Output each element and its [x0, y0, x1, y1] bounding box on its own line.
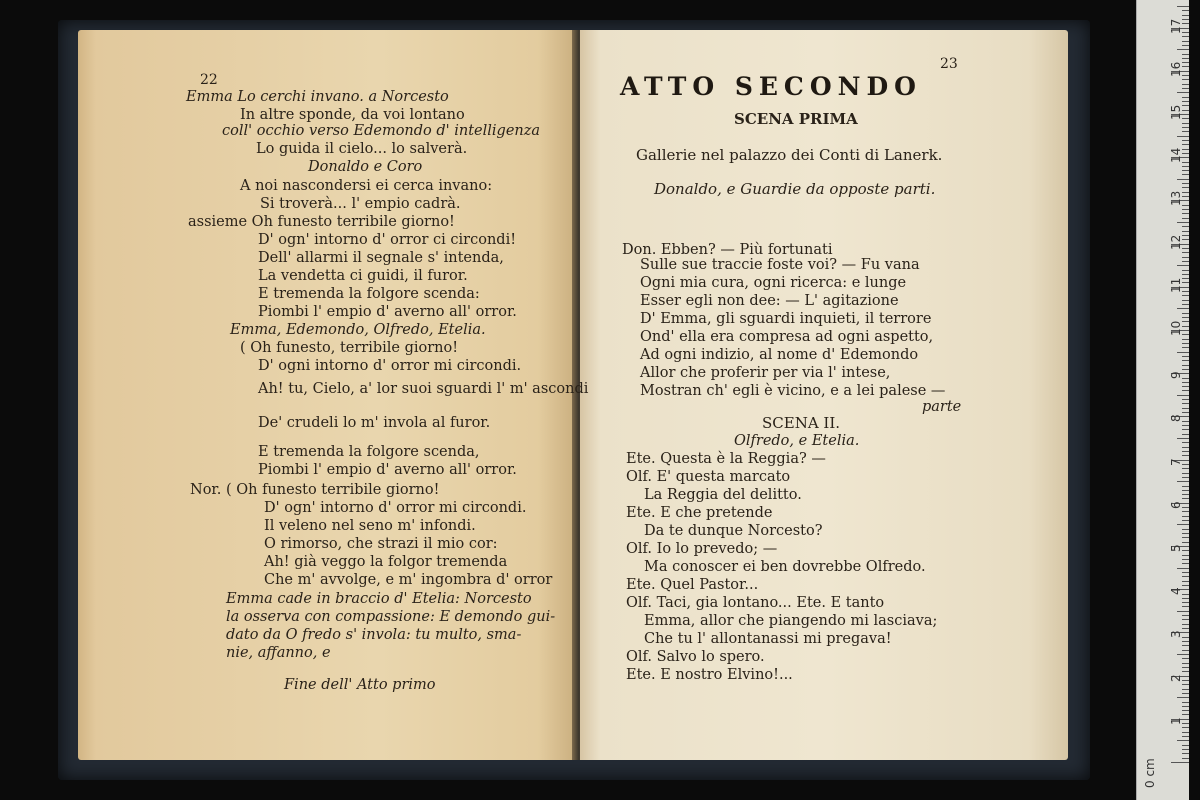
ruler-tick — [1182, 667, 1189, 668]
ruler-tick — [1182, 412, 1189, 413]
text-line: In altre sponde, da voi lontano — [240, 107, 465, 123]
ruler-tick — [1182, 213, 1189, 214]
ruler-tick — [1177, 395, 1189, 396]
act-title: ATTO SECONDO — [620, 72, 922, 101]
ruler-tick — [1182, 209, 1189, 210]
ruler-tick — [1182, 205, 1189, 206]
text-line: la osserva con compassione: E demondo gui- — [226, 609, 556, 625]
ruler-tick — [1182, 105, 1189, 106]
text-line: La vendetta ci guidi, il furor. — [258, 268, 468, 284]
ruler-number: 9 — [1169, 371, 1183, 380]
ruler-tick — [1182, 390, 1189, 391]
ruler-number: 8 — [1169, 414, 1183, 423]
ruler-tick — [1182, 84, 1189, 85]
ruler-tick — [1182, 645, 1189, 646]
ruler-tick — [1182, 637, 1189, 638]
text-line: D' Emma, gli sguardi inquieti, il terrore — [640, 311, 932, 327]
text-line: Emma, Edemondo, Olfredo, Etelia. — [230, 322, 486, 338]
ruler-tick — [1182, 369, 1189, 370]
left-page-number: 22 — [200, 72, 218, 88]
ruler-tick — [1182, 313, 1189, 314]
ruler-number: 14 — [1169, 147, 1183, 164]
ruler-tick — [1182, 54, 1189, 55]
text-line: Ad ogni indizio, al nome d' Edemondo — [640, 347, 919, 363]
text-line: La Reggia del delitto. — [644, 487, 802, 503]
ruler-tick — [1177, 654, 1189, 655]
text-line: parte — [922, 399, 962, 415]
ruler-tick — [1182, 581, 1189, 582]
text-line: Nor. ( Oh funesto terribile giorno! — [190, 482, 440, 498]
text-line: Si troverà... l' empio cadrà. — [260, 196, 461, 212]
ruler-tick — [1182, 468, 1189, 469]
ruler-tick — [1182, 32, 1189, 33]
ruler-tick — [1182, 598, 1189, 599]
ruler-tick — [1182, 714, 1189, 715]
ruler-number: 11 — [1169, 277, 1183, 293]
ruler-tick — [1182, 347, 1189, 348]
text-line: Mostran ch' egli è vicino, e a lei palese — — [640, 383, 946, 399]
ruler-tick — [1182, 192, 1189, 193]
ruler-tick — [1182, 650, 1189, 651]
ruler-tick — [1182, 382, 1189, 383]
ruler-tick — [1182, 123, 1189, 124]
ruler-tick — [1182, 231, 1189, 232]
ruler-tick — [1182, 252, 1189, 253]
ruler-tick — [1177, 136, 1189, 137]
text-line: D' ogni intorno d' orror mi circondi. — [258, 358, 522, 374]
text-line: Don. Ebben? — Più fortunati — [622, 242, 833, 258]
ruler-tick — [1182, 235, 1189, 236]
ruler-tick — [1182, 218, 1189, 219]
ruler-tick — [1182, 270, 1189, 271]
text-line: Ogni mia cura, ogni ricerca: e lunge — [640, 275, 907, 291]
ruler-tick — [1182, 529, 1189, 530]
ruler-number: 6 — [1169, 501, 1183, 509]
text-line: Olf. Taci, gia lontano... Ete. E tanto — [626, 595, 885, 611]
ruler-number: 3 — [1169, 630, 1183, 639]
ruler-tick — [1182, 425, 1189, 426]
ruler-tick — [1182, 498, 1189, 499]
ruler-tick — [1182, 594, 1189, 595]
ruler-tick — [1182, 723, 1189, 724]
text-line: D' ogn' intorno d' orror ci circondi! — [258, 232, 517, 248]
ruler-number: 7 — [1169, 457, 1183, 466]
stage-direction: Donaldo, e Guardie da opposte parti. — [654, 180, 936, 198]
ruler-tick — [1182, 140, 1189, 141]
ruler-tick — [1182, 585, 1189, 586]
text-line: O rimorso, che strazi il mio cor: — [264, 536, 498, 552]
ruler-tick — [1182, 144, 1189, 145]
ruler-tick — [1177, 568, 1189, 569]
ruler-tick — [1182, 602, 1189, 603]
ruler-tick — [1177, 438, 1189, 439]
ruler-tick — [1182, 97, 1189, 98]
ruler-tick — [1182, 110, 1189, 111]
ruler-tick — [1182, 559, 1189, 560]
ruler-tick — [1182, 321, 1189, 322]
ruler-tick — [1182, 624, 1189, 625]
text-line: Fine dell' Atto primo — [284, 677, 436, 693]
ruler-tick — [1182, 10, 1189, 11]
ruler-tick — [1182, 486, 1189, 487]
ruler-tick — [1182, 516, 1189, 517]
ruler-tick — [1177, 308, 1189, 309]
ruler-tick — [1182, 628, 1189, 629]
ruler-tick — [1177, 524, 1189, 525]
text-line: Esser egli non dee: — L' agitazione — [640, 293, 899, 309]
text-line: Sulle sue traccie foste voi? — Fu vana — [640, 257, 920, 273]
ruler-tick — [1182, 494, 1189, 495]
ruler-tick — [1182, 162, 1189, 163]
ruler-tick — [1182, 149, 1189, 150]
ruler-tick — [1182, 278, 1189, 279]
ruler-tick — [1182, 15, 1189, 16]
text-line: Ma conoscer ei ben dovrebbe Olfredo. — [644, 559, 926, 575]
ruler-tick — [1177, 49, 1189, 50]
ruler-tick — [1182, 473, 1189, 474]
ruler-tick — [1182, 520, 1189, 521]
scene-title-2: SCENA II. — [762, 414, 841, 432]
ruler-tick — [1182, 455, 1189, 456]
ruler-tick — [1182, 88, 1189, 89]
ruler-tick — [1182, 386, 1189, 387]
ruler-tick — [1182, 533, 1189, 534]
ruler-tick — [1182, 537, 1189, 538]
ruler-tick — [1182, 291, 1189, 292]
ruler-tick — [1182, 671, 1189, 672]
ruler-tick — [1177, 92, 1189, 93]
ruler-tick — [1177, 481, 1189, 482]
ruler-tick — [1182, 239, 1189, 240]
text-line: Olf. Salvo lo spero. — [626, 649, 765, 665]
ruler-tick — [1182, 680, 1189, 681]
text-line: coll' occhio verso Edemondo d' intelligenza — [222, 123, 541, 139]
ruler-tick — [1182, 641, 1189, 642]
ruler-tick — [1182, 187, 1189, 188]
text-line: Che tu l' allontanassi mi pregava! — [644, 631, 892, 647]
ruler-tick — [1182, 689, 1189, 690]
ruler-tick — [1182, 339, 1189, 340]
text-line: Piombi l' empio d' averno all' orror. — [258, 462, 517, 478]
ruler-tick — [1182, 304, 1189, 305]
ruler-tick — [1182, 66, 1189, 67]
text-line: E tremenda la folgore scenda, — [258, 444, 480, 460]
ruler-tick — [1182, 563, 1189, 564]
ruler-tick — [1171, 762, 1189, 763]
text-line: Allor che proferir per via l' intese, — [640, 365, 891, 381]
ruler-number: 16 — [1169, 61, 1183, 77]
ruler-tick — [1182, 343, 1189, 344]
text-line: Che m' avvolge, e m' ingombra d' orror — [264, 572, 553, 588]
ruler-tick — [1182, 555, 1189, 556]
right-page-number: 23 — [940, 56, 958, 72]
scene-setting: Gallerie nel palazzo dei Conti di Lanerk. — [636, 146, 943, 164]
ruler-number: 1 — [1169, 717, 1183, 725]
text-line: D' ogn' intorno d' orror mi circondi. — [264, 500, 527, 516]
ruler-tick — [1177, 697, 1189, 698]
ruler-tick — [1182, 75, 1189, 76]
text-line: Olf. E' questa marcato — [626, 469, 791, 485]
text-line: Dell' allarmi il segnale s' intenda, — [258, 250, 504, 266]
text-line: nie, affanno, e — [226, 645, 331, 661]
ruler-tick — [1182, 542, 1189, 543]
text-line: Emma Lo cerchi invano. a Norcesto — [186, 89, 449, 105]
ruler-tick — [1182, 408, 1189, 409]
ruler-tick — [1182, 421, 1189, 422]
text-line: Olfredo, e Etelia. — [734, 433, 860, 449]
ruler-tick — [1182, 248, 1189, 249]
text-line: ( Oh funesto, terribile giorno! — [240, 340, 459, 356]
ruler-tick — [1182, 451, 1189, 452]
ruler-tick — [1182, 196, 1189, 197]
text-line: Il veleno nel seno m' infondi. — [264, 518, 476, 534]
ruler-tick — [1182, 79, 1189, 80]
ruler-tick — [1182, 365, 1189, 366]
ruler-tick — [1182, 356, 1189, 357]
ruler-tick — [1177, 222, 1189, 223]
ruler-tick — [1182, 334, 1189, 335]
ruler-tick — [1182, 447, 1189, 448]
ruler-tick — [1182, 619, 1189, 620]
ruler-tick — [1182, 507, 1189, 508]
ruler-tick — [1182, 183, 1189, 184]
ruler-tick — [1182, 464, 1189, 465]
text-line: Ete. E che pretende — [626, 505, 773, 521]
ruler-number: 15 — [1169, 104, 1183, 120]
ruler-tick — [1182, 131, 1189, 132]
ruler-tick — [1182, 477, 1189, 478]
ruler-tick — [1182, 399, 1189, 400]
ruler-tick — [1177, 179, 1189, 180]
text-line: Ah! tu, Cielo, a' lor suoi sguardi l' m' ascondi — [258, 381, 589, 397]
ruler-tick — [1177, 740, 1189, 741]
ruler-number: 2 — [1169, 673, 1183, 682]
ruler-tick — [1182, 693, 1189, 694]
ruler-tick — [1182, 434, 1189, 435]
ruler-tick — [1182, 19, 1189, 20]
ruler-tick — [1182, 511, 1189, 512]
ruler-tick — [1182, 658, 1189, 659]
ruler-number: 17 — [1169, 18, 1183, 34]
ruler-tick — [1182, 282, 1189, 283]
text-line: Ete. Quel Pastor... — [626, 577, 759, 593]
ruler-tick — [1182, 58, 1189, 59]
ruler-tick — [1182, 317, 1189, 318]
ruler-tick — [1182, 300, 1189, 301]
ruler-tick — [1182, 736, 1189, 737]
ruler-tick — [1182, 753, 1189, 754]
ruler-tick — [1182, 429, 1189, 430]
ruler-tick — [1182, 23, 1189, 24]
ruler-tick — [1182, 758, 1189, 759]
ruler-tick — [1182, 702, 1189, 703]
ruler-tick — [1182, 727, 1189, 728]
text-line: Lo guida il cielo... lo salverà. — [256, 141, 468, 157]
text-line: dato da O fredo s' invola: tu multo, sma- — [226, 627, 522, 643]
ruler-tick — [1182, 442, 1189, 443]
ruler-tick — [1182, 170, 1189, 171]
ruler-tick — [1182, 226, 1189, 227]
ruler-number: 5 — [1169, 544, 1183, 552]
ruler-tick — [1182, 118, 1189, 119]
ruler-tick — [1182, 36, 1189, 37]
text-line: Emma, allor che piangendo mi lasciava; — [644, 613, 938, 629]
ruler-tick — [1182, 576, 1189, 577]
ruler-tick — [1182, 174, 1189, 175]
text-line: Donaldo e Coro — [308, 159, 423, 175]
ruler-tick — [1182, 663, 1189, 664]
ruler-tick — [1182, 101, 1189, 102]
text-line: Ete. Questa è la Reggia? — — [626, 451, 826, 467]
ruler-number: 13 — [1169, 191, 1183, 207]
ruler-tick — [1182, 572, 1189, 573]
text-line: Piombi l' empio d' averno all' orror. — [258, 304, 517, 320]
ruler-tick — [1182, 706, 1189, 707]
text-line: Da te dunque Norcesto? — [644, 523, 823, 539]
ruler-tick — [1182, 274, 1189, 275]
ruler-tick — [1182, 326, 1189, 327]
text-line: Olf. Io lo prevedo; — — [626, 541, 778, 557]
text-line: E tremenda la folgore scenda: — [258, 286, 480, 302]
ruler-tick — [1182, 732, 1189, 733]
ruler-tick — [1182, 360, 1189, 361]
text-line: A noi nascondersi ei cerca invano: — [240, 178, 493, 194]
ruler-tick — [1182, 606, 1189, 607]
ruler-tick — [1182, 403, 1189, 404]
ruler-tick — [1182, 378, 1189, 379]
ruler-tick — [1182, 550, 1189, 551]
ruler-unit-label: 0 cm — [1143, 758, 1157, 788]
ruler-tick — [1177, 352, 1189, 353]
text-line: Ah! già veggo la folgor tremenda — [264, 554, 508, 570]
ruler-tick — [1182, 62, 1189, 63]
ruler-tick — [1182, 257, 1189, 258]
ruler-tick — [1182, 127, 1189, 128]
ruler-tick — [1182, 45, 1189, 46]
measuring-ruler — [1136, 0, 1189, 800]
ruler-tick — [1182, 261, 1189, 262]
ruler-tick — [1182, 749, 1189, 750]
ruler-number: 4 — [1169, 587, 1183, 596]
ruler-tick — [1182, 684, 1189, 685]
ruler-tick — [1182, 710, 1189, 711]
ruler-tick — [1182, 615, 1189, 616]
text-line: De' crudeli lo m' invola al furor. — [258, 415, 491, 431]
text-line: assieme Oh funesto terribile giorno! — [188, 214, 455, 230]
text-line: Emma cade in braccio d' Etelia: Norcesto — [226, 591, 532, 607]
text-line: Ond' ella era compresa ad ogni aspetto, — [640, 329, 934, 345]
ruler-tick — [1182, 295, 1189, 296]
ruler-number: 12 — [1169, 234, 1183, 250]
ruler-tick — [1182, 745, 1189, 746]
text-line: Ete. E nostro Elvino!... — [626, 667, 793, 683]
ruler-tick — [1177, 265, 1189, 266]
ruler-tick — [1182, 153, 1189, 154]
ruler-tick — [1177, 6, 1189, 7]
ruler-tick — [1182, 41, 1189, 42]
ruler-tick — [1182, 166, 1189, 167]
scene-title: SCENA PRIMA — [734, 110, 858, 128]
ruler-tick — [1182, 490, 1189, 491]
ruler-tick — [1177, 611, 1189, 612]
ruler-number: 10 — [1169, 320, 1183, 336]
